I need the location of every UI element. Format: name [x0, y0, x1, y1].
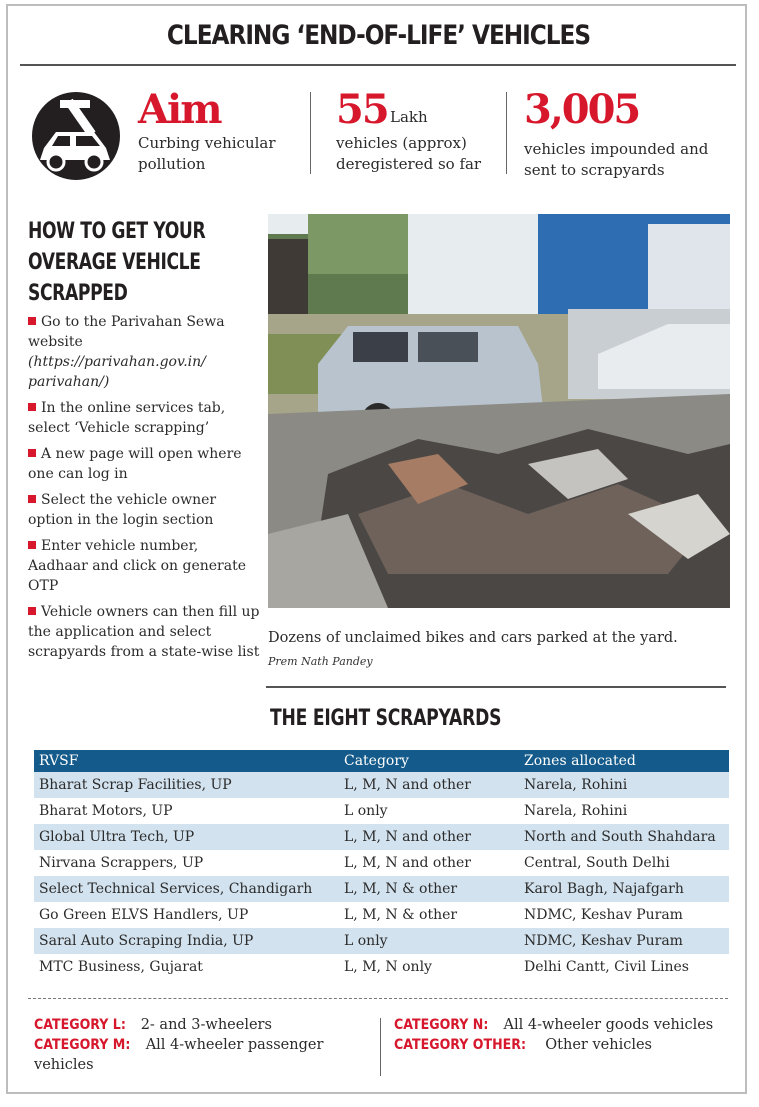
- rvsf-cell: Saral Auto Scraping India, UP: [34, 928, 339, 954]
- zones-cell: NDMC, Keshav Puram: [519, 928, 729, 954]
- legend-divider: [28, 998, 728, 999]
- zones-cell: Central, South Delhi: [524, 855, 670, 871]
- scrapyard-photo: [268, 214, 730, 608]
- table-row: [34, 772, 729, 798]
- aim-heading: Aim: [138, 86, 221, 133]
- deregistered-count: 55: [336, 86, 388, 133]
- step-item: In the online services tab, select ‘Vehicle scrapping’: [28, 400, 226, 436]
- step-item: A new page will open where one can log in: [28, 446, 242, 482]
- table-row: [34, 902, 729, 928]
- legend-item-n: CATEGORY N: All 4-wheeler goods vehicles: [394, 1017, 714, 1033]
- deregistered-unit: Lakh: [390, 108, 428, 126]
- zones-cell: Narela, Rohini: [519, 772, 729, 798]
- rvsf-cell: Go Green ELVS Handlers, UP: [39, 907, 249, 923]
- step-item: Select the vehicle owner option in the login section: [28, 492, 217, 528]
- impounded-text: vehicles impounded and sent to scrapyards: [524, 140, 709, 179]
- table-row: [34, 928, 729, 954]
- header-rvsf: RVSF: [34, 750, 339, 772]
- category-cell: L, M, N and other: [339, 772, 519, 798]
- bullet-square-icon: [28, 449, 36, 457]
- bullet-square-icon: [28, 607, 36, 615]
- scrapyards-heading: THE EIGHT SCRAPYARDS: [270, 706, 502, 731]
- table-header-row: [34, 750, 729, 772]
- title-divider: [20, 64, 736, 66]
- table-row: [34, 954, 729, 980]
- step-item: Go to the Parivahan Sewa website (https://parivahan.gov.in/ parivahan/): [28, 312, 260, 392]
- infographic-title: CLEARING ‘END-OF-LIFE’ VEHICLES: [166, 20, 591, 51]
- zones-cell: North and South Shahdara: [519, 824, 729, 850]
- rvsf-cell: MTC Business, Gujarat: [39, 959, 203, 975]
- category-cell: L, M, N and other: [344, 855, 471, 871]
- rvsf-cell: Bharat Scrap Facilities, UP: [34, 772, 339, 798]
- scrapyards-table: [34, 750, 729, 980]
- stat-divider: [506, 92, 507, 174]
- legend-right: [394, 1015, 734, 1055]
- parivahan-url: (https://parivahan.gov.in/ parivahan/): [28, 354, 206, 390]
- bullet-square-icon: [28, 317, 36, 325]
- category-cell: L, M, N & other: [339, 876, 519, 902]
- rvsf-cell: Select Technical Services, Chandigarh: [34, 876, 339, 902]
- howto-heading: HOW TO GET YOUR OVERAGE VEHICLE SCRAPPED: [28, 219, 206, 306]
- photo-caption: Dozens of unclaimed bikes and cars parked at the yard.: [268, 630, 678, 646]
- zones-cell: Delhi Cantt, Civil Lines: [524, 959, 689, 975]
- rvsf-cell: Nirvana Scrappers, UP: [39, 855, 204, 871]
- zones-cell: Karol Bagh, Najafgarh: [519, 876, 729, 902]
- table-row: [34, 798, 729, 824]
- stat-divider: [310, 92, 311, 174]
- impounded-count: 3,005: [524, 86, 640, 133]
- legend-item-l: CATEGORY L: 2- and 3-wheelers: [34, 1017, 272, 1033]
- aim-text: Curbing vehicular pollution: [138, 134, 276, 173]
- category-cell: L only: [344, 803, 388, 819]
- howto-steps: [28, 312, 260, 668]
- header-zones: Zones allocated: [519, 750, 729, 772]
- zones-cell: Narela, Rohini: [524, 803, 628, 819]
- scrapped-car-crane-icon: [30, 90, 122, 182]
- step-item: Vehicle owners can then fill up the application and select scrapyards from a state-wise list: [28, 604, 260, 660]
- category-cell: L, M, N and other: [339, 824, 519, 850]
- table-row: [34, 876, 729, 902]
- legend-item-other: CATEGORY OTHER: Other vehicles: [394, 1037, 652, 1053]
- category-cell: L, M, N only: [344, 959, 432, 975]
- infographic-frame: [6, 4, 747, 1094]
- header-category: Category: [339, 750, 519, 772]
- rvsf-cell: Bharat Motors, UP: [39, 803, 173, 819]
- legend-left: [34, 1015, 374, 1075]
- legend-separator: [380, 1018, 381, 1076]
- category-cell: L, M, N & other: [344, 907, 458, 923]
- photo-credit: Prem Nath Pandey: [268, 655, 373, 668]
- table-row: [34, 824, 729, 850]
- deregistered-text: vehicles (approx) deregistered so far: [336, 134, 482, 173]
- legend-item-m: CATEGORY M: All 4-wheeler passenger vehicles: [34, 1037, 324, 1073]
- section-divider: [266, 686, 726, 688]
- table-row: [34, 850, 729, 876]
- zones-cell: NDMC, Keshav Puram: [524, 907, 683, 923]
- step-item: Enter vehicle number, Aadhaar and click on generate OTP: [28, 538, 247, 594]
- bullet-square-icon: [28, 541, 36, 549]
- bullet-square-icon: [28, 403, 36, 411]
- rvsf-cell: Global Ultra Tech, UP: [34, 824, 339, 850]
- category-cell: L only: [339, 928, 519, 954]
- bullet-square-icon: [28, 495, 36, 503]
